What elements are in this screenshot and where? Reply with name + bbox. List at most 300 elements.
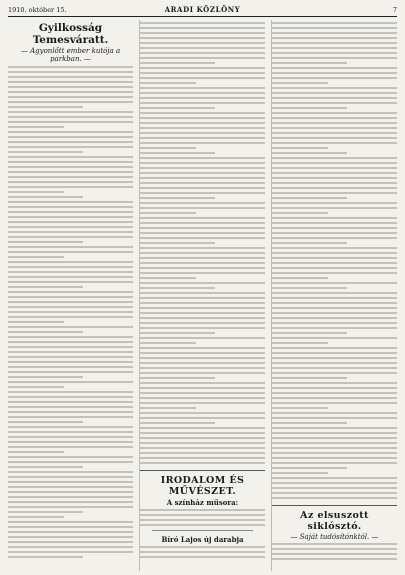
placeholder-line [8,116,133,118]
placeholder-line [272,427,397,429]
placeholder-line [140,137,265,139]
running-header [8,4,397,17]
placeholder-line [140,302,265,304]
placeholder-line [140,157,265,159]
placeholder-line [272,367,397,369]
placeholder-line [140,297,265,299]
placeholder-line [272,167,397,169]
placeholder-line [140,67,265,69]
placeholder-line [140,72,265,74]
placeholder-line [272,412,397,414]
placeholder-line [8,426,133,428]
placeholder-line [272,282,397,284]
placeholder-line [8,181,133,183]
placeholder-line [140,62,215,64]
placeholder-line [140,317,265,319]
placeholder-line [140,397,265,399]
placeholder-line [8,356,133,358]
placeholder-line [8,481,133,483]
placeholder-line [8,126,64,128]
placeholder-line [272,97,397,99]
placeholder-line [8,331,83,333]
placeholder-line [140,97,265,99]
placeholder-line [140,52,265,54]
placeholder-line [272,177,397,179]
placeholder-line [8,381,133,383]
placeholder-line [140,202,265,204]
placeholder-line [272,477,397,479]
placeholder-line [140,77,265,79]
placeholder-line [8,141,133,143]
placeholder-line [8,121,133,123]
news-body [272,543,397,560]
placeholder-line [272,122,397,124]
placeholder-line [272,472,328,474]
placeholder-line [272,462,397,464]
placeholder-line [8,71,133,73]
placeholder-line [272,72,397,74]
placeholder-line [140,282,265,284]
placeholder-line [140,247,265,249]
placeholder-line [8,101,133,103]
placeholder-line [272,548,397,550]
placeholder-line [8,391,133,393]
placeholder-line [140,272,265,274]
placeholder-line [272,307,397,309]
placeholder-line [140,322,265,324]
issue-date: 1910. október 15. [8,6,67,14]
placeholder-line [272,397,397,399]
placeholder-line [140,147,196,149]
placeholder-line [272,197,347,199]
section-heading: Az elsuszott siklósztó. [272,505,397,532]
placeholder-line [272,27,397,29]
placeholder-line [272,222,397,224]
placeholder-line [8,486,133,488]
placeholder-line [272,232,397,234]
placeholder-line [272,287,347,289]
section-subheading: A színház műsora: [166,498,239,507]
placeholder-line [272,67,397,69]
placeholder-line [140,556,265,558]
placeholder-line [8,371,133,373]
placeholder-line [8,516,64,518]
column-2 [139,20,265,571]
placeholder-line [140,372,265,374]
masthead: ARADI KÖZLÖNY [164,5,241,14]
placeholder-line [140,367,265,369]
placeholder-line [8,186,133,188]
placeholder-line [8,326,133,328]
placeholder-line [272,272,397,274]
column-1 [8,20,133,571]
placeholder-line [8,221,133,223]
placeholder-line [140,112,265,114]
placeholder-line [272,558,397,560]
placeholder-line [140,509,265,511]
placeholder-line [140,514,265,516]
placeholder-line [8,106,83,108]
placeholder-line [8,156,133,158]
placeholder-line [140,312,265,314]
placeholder-line [8,446,133,448]
placeholder-line [140,122,265,124]
placeholder-line [8,286,83,288]
placeholder-line [140,342,196,344]
placeholder-line [8,316,133,318]
placeholder-line [140,227,265,229]
placeholder-line [8,111,133,113]
article-subhead: — Agyonlőtt ember kutója a parkban. — [20,47,121,63]
placeholder-line [272,252,397,254]
placeholder-line [272,192,397,194]
placeholder-line [140,462,265,464]
placeholder-line [8,86,133,88]
placeholder-line [8,406,133,408]
placeholder-line [140,212,196,214]
placeholder-line [272,387,397,389]
placeholder-line [8,521,133,523]
review-body-continued [272,22,397,499]
placeholder-line [140,292,265,294]
placeholder-line [8,531,133,533]
placeholder-line [8,151,83,153]
article-headline: Gyilkosság Temesváratt. [32,22,109,46]
placeholder-line [8,346,133,348]
placeholder-line [8,281,133,283]
placeholder-line [8,236,133,238]
placeholder-line [8,171,133,173]
placeholder-line [8,551,133,553]
placeholder-line [8,321,64,323]
placeholder-line [8,201,133,203]
placeholder-line [272,442,397,444]
placeholder-line [272,57,397,59]
placeholder-line [272,497,397,499]
placeholder-line [8,456,133,458]
placeholder-line [272,357,397,359]
placeholder-line [272,482,397,484]
placeholder-line [272,172,397,174]
placeholder-line [272,402,397,404]
placeholder-line [140,217,265,219]
placeholder-line [272,407,328,409]
placeholder-line [140,412,265,414]
placeholder-line [272,162,397,164]
placeholder-line [272,553,397,555]
page-number: 7 [392,6,397,14]
placeholder-line [272,32,397,34]
placeholder-line [140,237,265,239]
section-heading: IRODALOM ÉS MŰVÉSZET. [140,470,265,497]
placeholder-line [8,436,133,438]
placeholder-line [8,251,133,253]
placeholder-line [8,441,133,443]
placeholder-line [140,152,215,154]
placeholder-line [8,361,133,363]
placeholder-line [8,421,83,423]
placeholder-line [8,366,133,368]
placeholder-line [8,266,133,268]
placeholder-line [272,372,397,374]
placeholder-line [8,161,133,163]
placeholder-line [272,77,397,79]
placeholder-line [8,91,133,93]
placeholder-line [140,187,265,189]
placeholder-line [140,387,265,389]
placeholder-line [8,211,133,213]
placeholder-line [272,112,397,114]
placeholder-line [272,42,397,44]
placeholder-line [8,96,133,98]
placeholder-line [140,22,265,24]
placeholder-line [272,467,347,469]
placeholder-line [8,496,133,498]
placeholder-line [272,207,397,209]
placeholder-line [140,182,265,184]
placeholder-line [8,166,133,168]
placeholder-line [140,427,265,429]
placeholder-line [140,352,265,354]
placeholder-line [8,231,133,233]
placeholder-line [8,471,133,473]
placeholder-line [8,206,133,208]
placeholder-line [272,352,397,354]
placeholder-line [272,452,397,454]
placeholder-line [272,132,397,134]
placeholder-line [272,262,397,264]
placeholder-line [272,212,328,214]
placeholder-line [140,47,265,49]
placeholder-line [140,392,265,394]
placeholder-line [272,297,397,299]
placeholder-line [272,102,397,104]
placeholder-line [272,202,397,204]
placeholder-line [140,252,265,254]
columns [8,20,397,571]
placeholder-line [8,146,133,148]
placeholder-line [140,87,265,89]
placeholder-line [8,386,64,388]
placeholder-line [8,136,133,138]
placeholder-line [140,257,265,259]
placeholder-line [8,76,133,78]
article-body [8,66,133,558]
placeholder-line [140,457,265,459]
placeholder-line [140,127,265,129]
placeholder-line [272,22,397,24]
placeholder-line [8,276,133,278]
placeholder-line [272,302,397,304]
placeholder-line [8,511,83,513]
placeholder-line [140,402,265,404]
section-subheading: — Saját tudósítónktól. — [290,533,379,541]
placeholder-line [8,376,83,378]
placeholder-line [140,142,265,144]
placeholder-line [140,117,265,119]
placeholder-line [272,422,347,424]
article-body-continued [140,22,265,464]
placeholder-line [8,341,133,343]
placeholder-line [140,27,265,29]
placeholder-line [272,127,397,129]
placeholder-line [272,37,397,39]
placeholder-line [140,197,215,199]
placeholder-line [272,487,397,489]
placeholder-line [140,37,265,39]
placeholder-line [140,437,265,439]
column-3 [271,20,397,571]
placeholder-line [8,466,83,468]
placeholder-line [140,32,265,34]
placeholder-line [140,107,215,109]
placeholder-line [140,347,265,349]
placeholder-line [272,142,397,144]
placeholder-line [272,182,397,184]
placeholder-line [140,519,265,521]
placeholder-line [8,401,133,403]
theatre-programme [140,509,265,526]
placeholder-line [140,337,265,339]
placeholder-line [140,132,265,134]
placeholder-line [8,241,83,243]
placeholder-line [140,332,215,334]
placeholder-line [8,461,133,463]
placeholder-line [8,66,133,68]
placeholder-line [272,47,397,49]
placeholder-line [272,362,397,364]
placeholder-line [8,431,133,433]
placeholder-line [140,207,265,209]
placeholder-line [140,287,215,289]
placeholder-line [8,396,133,398]
placeholder-line [8,296,133,298]
placeholder-line [8,191,64,193]
placeholder-line [272,312,397,314]
placeholder-line [8,411,133,413]
placeholder-line [8,301,133,303]
placeholder-line [140,102,265,104]
placeholder-line [272,107,347,109]
placeholder-line [272,187,397,189]
placeholder-line [272,342,328,344]
placeholder-line [140,432,265,434]
placeholder-line [140,222,265,224]
placeholder-line [140,82,196,84]
placeholder-line [272,242,347,244]
placeholder-line [140,524,265,526]
placeholder-line [140,167,265,169]
placeholder-line [8,476,133,478]
placeholder-line [140,92,265,94]
placeholder-line [272,347,397,349]
placeholder-line [140,242,215,244]
placeholder-line [140,267,265,269]
placeholder-line [8,131,133,133]
placeholder-line [272,117,397,119]
placeholder-line [8,216,133,218]
placeholder-line [140,177,265,179]
placeholder-line [272,277,328,279]
placeholder-line [140,42,265,44]
placeholder-line [272,322,397,324]
placeholder-line [272,327,397,329]
placeholder-line [272,237,397,239]
placeholder-line [272,257,397,259]
placeholder-line [8,416,133,418]
placeholder-line [8,541,133,543]
placeholder-line [272,82,328,84]
placeholder-line [272,52,397,54]
placeholder-line [8,311,133,313]
placeholder-line [140,262,265,264]
placeholder-line [8,271,133,273]
placeholder-line [272,227,397,229]
placeholder-line [8,246,133,248]
placeholder-line [272,492,397,494]
placeholder-line [272,447,397,449]
placeholder-line [8,351,133,353]
placeholder-line [272,337,397,339]
placeholder-line [8,336,133,338]
divider [152,530,253,531]
placeholder-line [272,157,397,159]
placeholder-line [272,392,397,394]
placeholder-line [272,92,397,94]
placeholder-line [272,377,347,379]
placeholder-line [272,417,397,419]
placeholder-line [8,526,133,528]
placeholder-line [140,407,196,409]
placeholder-line [140,362,265,364]
placeholder-line [272,437,397,439]
placeholder-line [8,501,133,503]
placeholder-line [272,247,397,249]
placeholder-line [140,307,265,309]
placeholder-line [272,432,397,434]
placeholder-line [8,176,133,178]
placeholder-line [272,332,347,334]
placeholder-line [140,232,265,234]
placeholder-line [8,261,133,263]
placeholder-line [272,152,347,154]
placeholder-line [272,292,397,294]
placeholder-line [140,546,265,548]
placeholder-line [8,536,133,538]
placeholder-line [8,491,133,493]
placeholder-line [8,306,133,308]
placeholder-line [272,317,397,319]
placeholder-line [8,81,133,83]
placeholder-line [8,546,133,548]
placeholder-line [272,217,397,219]
placeholder-line [140,192,265,194]
placeholder-line [8,196,83,198]
placeholder-line [140,277,196,279]
placeholder-line [8,506,133,508]
placeholder-line [140,382,265,384]
placeholder-line [272,382,397,384]
placeholder-line [140,57,265,59]
review-body [140,546,265,558]
placeholder-line [272,62,347,64]
placeholder-line [8,256,64,258]
placeholder-line [272,147,328,149]
placeholder-line [140,357,265,359]
placeholder-line [140,162,265,164]
placeholder-line [8,291,133,293]
placeholder-line [140,172,265,174]
